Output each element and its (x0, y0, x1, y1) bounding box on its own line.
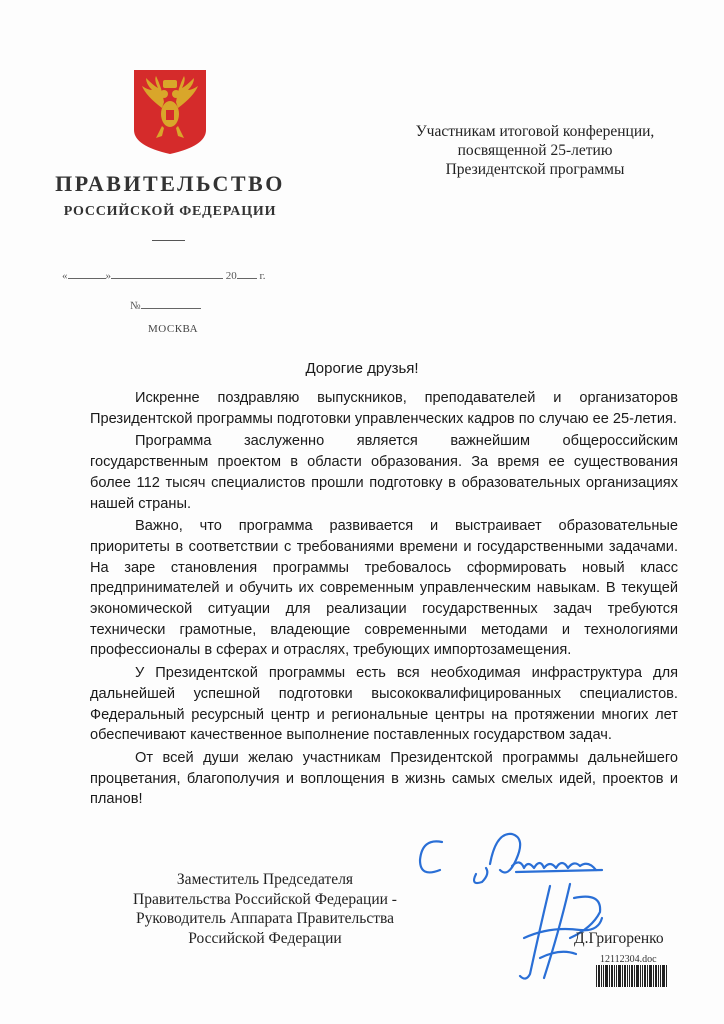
letter-paragraph: Важно, что программа развивается и выстраивает образовательные приоритеты в соответствии с требованиями времени и государственными задачами. На заре становления программы требовалось сформировать новый класс предпринимателей и обучить их современным управленческим навыкам. В текущей экономической ситуации для реализации государственных задач требуются технически грамотные, владеющие современными методами и технологиями профессионалы в сферах и отраслях, требующих импортозамещения. (90, 518, 678, 659)
government-title: ПРАВИТЕЛЬСТВО (55, 171, 285, 196)
date-line (62, 269, 266, 282)
addressee-line: Президентской программы (445, 161, 625, 178)
city: МОСКВА (148, 323, 199, 335)
number-line (130, 299, 201, 312)
number-blank (141, 299, 201, 309)
letter-paragraph: Программа заслуженно является важнейшим общероссийским государственным проектом в области образования. За время ее существования более 112 тысяч специалистов прошли подготовку в образовательных организациях нашей страны. (90, 433, 678, 512)
signatory-title (110, 870, 420, 948)
salutation: Дорогие друзья! (305, 360, 419, 377)
date-quote-open: « (62, 270, 68, 282)
barcode-icon (596, 965, 668, 987)
date-quote-close: » (105, 270, 111, 282)
signatory-title-line: Руководитель Аппарата Правительства (135, 910, 395, 927)
addressee-line: Участникам итоговой конференции, (415, 123, 655, 140)
year-prefix: 20 (225, 270, 237, 282)
coat-of-arms-icon (132, 68, 208, 156)
signatory-title-line: Российской Федерации (188, 929, 342, 947)
signatory-title-line: Заместитель Председателя (176, 871, 354, 888)
letter-body (90, 388, 678, 812)
signatory-name: Д.Григоренко (574, 930, 664, 947)
letter-paragraph: Искренне поздравляю выпускников, преподавателей и организаторов Президентской программы подготовки управленческих кадров по случаю ее 25-летия. (90, 390, 678, 427)
letter-paragraph: У Президентской программы есть вся необходимая инфраструктура для дальнейшей успешной подготовки высококвалифицированных специалистов. Федеральный ресурсный центр и региональные центры на протяжении многих лет обеспечивают качественное выполнение поставленных государством задач. (90, 665, 678, 744)
addressee-line: посвященной 25-летию (457, 142, 613, 159)
addressee (380, 122, 690, 179)
document-number: 12112304.doc (600, 954, 657, 965)
year-suffix: г. (259, 270, 266, 282)
month-blank (111, 269, 223, 279)
number-label: № (130, 300, 141, 312)
letter-paragraph: От всей души желаю участникам Президентской программы дальнейшего процветания, благополучия и воплощения в жизнь самых смелых идей, проектов и планов! (90, 749, 678, 808)
signatory-title-line: Правительства Российской Федерации - (133, 890, 397, 908)
day-blank (68, 269, 106, 279)
title-divider (152, 240, 185, 241)
year-blank (237, 269, 257, 279)
government-subtitle: РОССИЙСКОЙ ФЕДЕРАЦИИ (63, 204, 277, 219)
